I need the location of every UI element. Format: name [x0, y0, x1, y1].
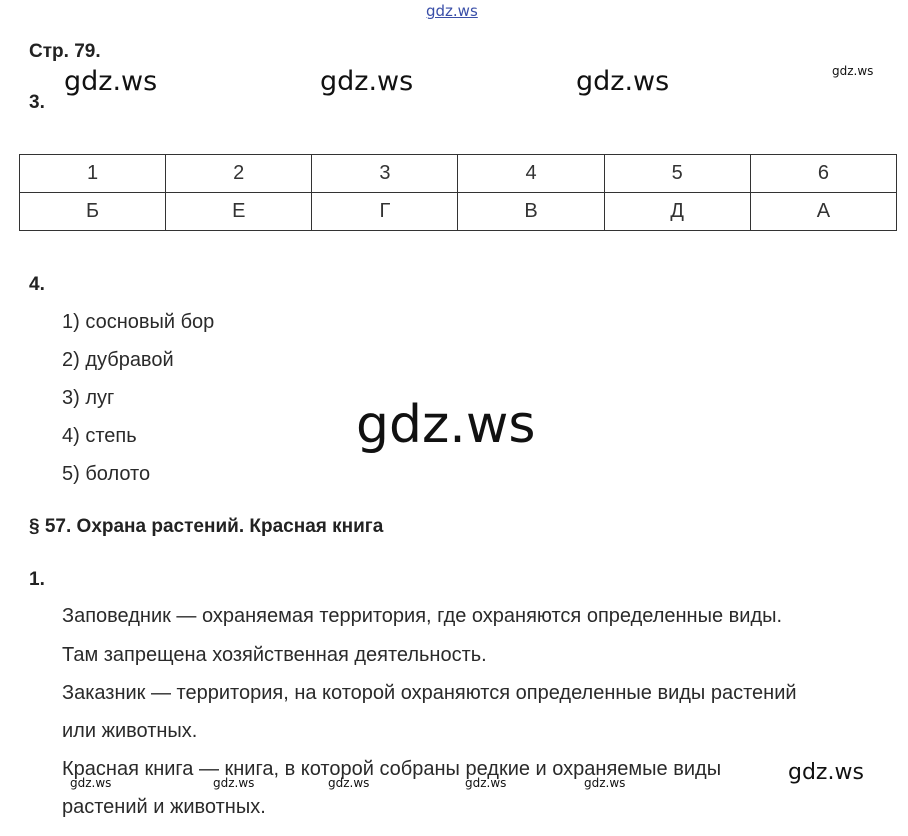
- paragraph-line: Заказник — территория, на которой охраняются определенные виды растений: [62, 682, 797, 704]
- watermark-bottom-small: gdz.ws: [70, 776, 112, 790]
- table-cell: 3: [312, 155, 458, 193]
- table-header-row: [20, 155, 897, 193]
- table-cell: 6: [750, 155, 896, 193]
- list-item: 4) степь: [62, 425, 137, 447]
- task-4-number: 4.: [29, 274, 45, 295]
- paragraph-line: Заповедник — охраняемая территория, где охраняются определенные виды.: [62, 605, 783, 627]
- table-answer-row: [20, 193, 897, 231]
- table-cell: Б: [20, 193, 166, 231]
- watermark-row-1: gdz.ws: [64, 66, 158, 97]
- section-title: § 57. Охрана растений. Красная книга: [29, 516, 384, 537]
- table-cell: А: [750, 193, 896, 231]
- list-item: 2) дубравой: [62, 349, 174, 371]
- answer-table: [19, 154, 897, 231]
- table-cell: 4: [458, 155, 604, 193]
- watermark-row-2: gdz.ws: [320, 66, 414, 97]
- task-1-number: 1.: [29, 569, 45, 590]
- paragraph-line: или животных.: [62, 720, 198, 742]
- table-cell: 2: [166, 155, 312, 193]
- table-cell: Д: [604, 193, 750, 231]
- table-cell: В: [458, 193, 604, 231]
- table-cell: 1: [20, 155, 166, 193]
- watermark-bottom-right: gdz.ws: [788, 760, 864, 785]
- watermark-top: gdz.ws: [426, 2, 478, 20]
- paragraph-line: Там запрещена хозяйственная деятельность.: [62, 644, 487, 666]
- watermark-small-top-right: gdz.ws: [832, 64, 874, 78]
- page-reference: Стр. 79.: [29, 41, 101, 62]
- list-item: 1) сосновый бор: [62, 311, 215, 333]
- watermark-row-3: gdz.ws: [576, 66, 670, 97]
- table-cell: Е: [166, 193, 312, 231]
- watermark-bottom-small: gdz.ws: [584, 776, 626, 790]
- watermark-center: gdz.ws: [356, 395, 536, 455]
- watermark-bottom-small: gdz.ws: [465, 776, 507, 790]
- table-cell: 5: [604, 155, 750, 193]
- paragraph-line: Красная книга — книга, в которой собраны редкие и охраняемые виды: [62, 758, 722, 780]
- task-3-number: 3.: [29, 92, 45, 113]
- watermark-bottom-small: gdz.ws: [328, 776, 370, 790]
- watermark-bottom-small: gdz.ws: [213, 776, 255, 790]
- table-cell: Г: [312, 193, 458, 231]
- paragraph-line: растений и животных.: [62, 796, 266, 818]
- list-item: 5) болото: [62, 463, 151, 485]
- list-item: 3) луг: [62, 387, 115, 409]
